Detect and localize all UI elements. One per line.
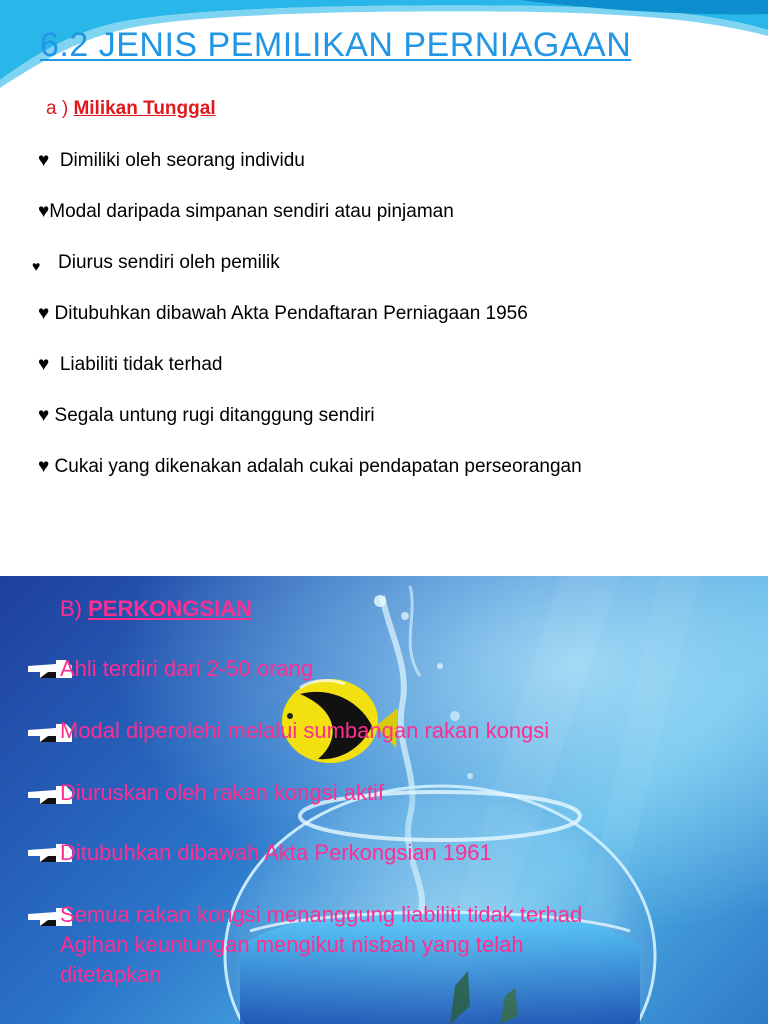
slide-perkongsian xyxy=(0,576,768,1024)
list-item: ♥ Dimiliki oleh seorang individu xyxy=(38,150,305,171)
section-label: Milikan Tunggal xyxy=(73,98,216,119)
slide-title: 6.2 JENIS PEMILIKAN PERNIAGAAN xyxy=(40,26,632,64)
list-item: ♥Modal daripada simpanan sendiri atau pinjaman xyxy=(38,201,454,222)
list-item: Ahli terdiri dari 2-50 orang xyxy=(60,656,314,681)
list-item: Modal diperolehi melalui sumbangan rakan kongsi xyxy=(60,718,550,743)
list-item: ♥ Segala untung rugi ditanggung sendiri xyxy=(38,405,375,426)
list-item: ♥ Liabiliti tidak terhad xyxy=(38,354,223,375)
list-item: Diurus sendiri oleh pemilik xyxy=(58,252,280,273)
section-heading xyxy=(46,98,216,120)
list-item-continuation: Agihan keuntungan mengikut nisbah yang telah xyxy=(60,932,524,957)
list-item-continuation: ditetapkan xyxy=(60,962,162,987)
list-item: Semua rakan kongsi menanggung liabiliti tidak terhad xyxy=(60,902,583,927)
list-item: ♥ Cukai yang dikenakan adalah cukai pendapatan perseorangan xyxy=(38,456,582,477)
heart-bullet-icon: ♥ xyxy=(32,258,41,274)
list-item: Diuruskan oleh rakan kongsi aktif xyxy=(60,780,385,805)
section-prefix: a ) xyxy=(46,98,74,119)
list-item: Ditubuhkan dibawah Akta Perkongsian 1961 xyxy=(60,840,492,865)
section-label: PERKONGSIAN xyxy=(88,596,252,621)
list-item: ♥ Ditubuhkan dibawah Akta Pendaftaran Perniagaan 1956 xyxy=(38,303,528,324)
section-prefix: B) xyxy=(60,596,89,621)
section-heading xyxy=(60,596,252,622)
